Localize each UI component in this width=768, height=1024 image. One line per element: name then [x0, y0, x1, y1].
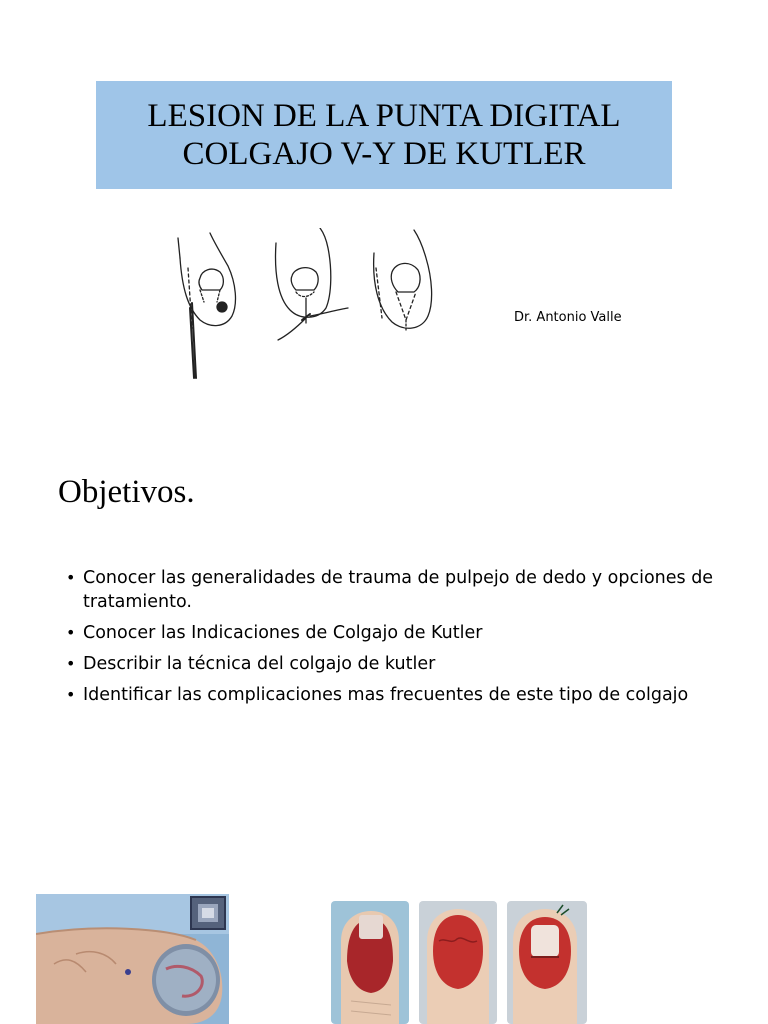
section-heading: Objetivos. — [58, 474, 195, 510]
injured-fingertip-photo — [36, 894, 229, 1024]
surgical-photo-3 — [507, 901, 587, 1024]
finger-step-1 — [178, 233, 235, 378]
finger-step-3 — [374, 230, 432, 330]
title-banner — [96, 81, 672, 189]
finger-step-2 — [276, 228, 348, 340]
list-item: • Conocer las Indicaciones de Colgajo de Kutler — [66, 621, 746, 645]
surgical-sequence-photos — [331, 901, 587, 1024]
list-item: • Conocer las generalidades de trauma de pulpejo de dedo y opciones de tratamiento. — [66, 566, 746, 614]
title-line-1: LESION DE LA PUNTA DIGITAL — [147, 98, 621, 134]
surgical-photo-2 — [419, 901, 497, 1024]
author-name: Dr. Antonio Valle — [514, 310, 622, 325]
objectives-list — [66, 566, 746, 714]
list-item: • Identificar las complicaciones mas frecuentes de este tipo de colgajo — [66, 683, 746, 707]
surgical-photo-1 — [331, 901, 409, 1024]
list-item: • Describir la técnica del colgajo de kutler — [66, 652, 746, 676]
vy-flap-diagram — [170, 228, 440, 383]
title-line-2: COLGAJO V-Y DE KUTLER — [182, 136, 586, 172]
